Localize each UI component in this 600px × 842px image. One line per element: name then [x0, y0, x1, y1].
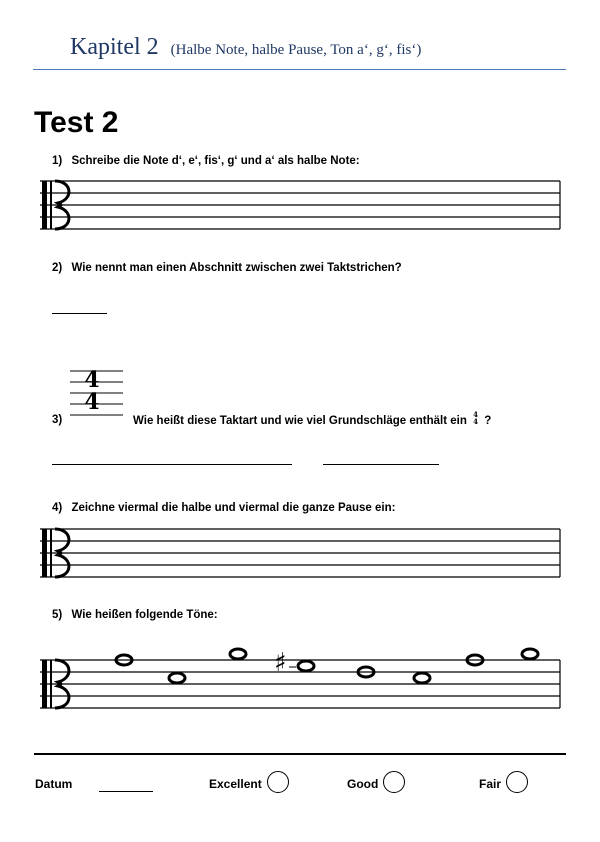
question-number: 1): [52, 155, 63, 167]
question-number: 2): [52, 262, 63, 274]
small-ts-bottom: 4: [473, 417, 478, 426]
whole-note: [522, 649, 538, 659]
chapter-label: Kapitel 2: [70, 34, 159, 60]
test-title: Test 2: [34, 106, 119, 139]
option-fair-label: Fair: [479, 777, 502, 791]
whole-note: [298, 661, 314, 671]
time-signature-bottom: 4: [84, 389, 100, 415]
question-text: Wie nennt man einen Abschnitt zwischen zwei Taktstrichen?: [71, 262, 402, 274]
option-good-label: Good: [347, 777, 379, 791]
question-3-number: 3): [52, 414, 63, 426]
whole-note: [169, 673, 185, 683]
option-excellent-circle[interactable]: [267, 771, 289, 793]
question-text: Schreibe die Note d‘, e‘, fis‘, g‘ und a‘ als halbe Note:: [71, 155, 360, 167]
whole-note: [414, 673, 430, 683]
question-number: 4): [52, 502, 63, 514]
footer-rule: [34, 753, 566, 755]
date-line[interactable]: [99, 791, 153, 792]
question-end: ?: [484, 415, 492, 428]
sharp-icon: ♯: [274, 648, 287, 678]
question-text: Wie heißen folgende Töne:: [71, 609, 218, 621]
option-excellent-label: Excellent: [209, 777, 262, 791]
question-text: Zeichne viermal die halbe und viermal die ganze Pause ein:: [71, 502, 396, 514]
time-signature-top: 4: [84, 367, 100, 393]
whole-note: [230, 649, 246, 659]
small-ts-top: 4: [473, 410, 478, 419]
date-label: Datum: [35, 777, 73, 791]
option-fair-circle[interactable]: [506, 771, 528, 793]
chapter-subtitle: (Halbe Note, halbe Pause, Ton a‘, g‘, fis‘): [170, 42, 422, 58]
option-good-circle[interactable]: [383, 771, 405, 793]
question-number: 5): [52, 609, 63, 621]
question-text: Wie heißt diese Taktart und wie viel Grundschläge enthält ein: [133, 415, 467, 428]
